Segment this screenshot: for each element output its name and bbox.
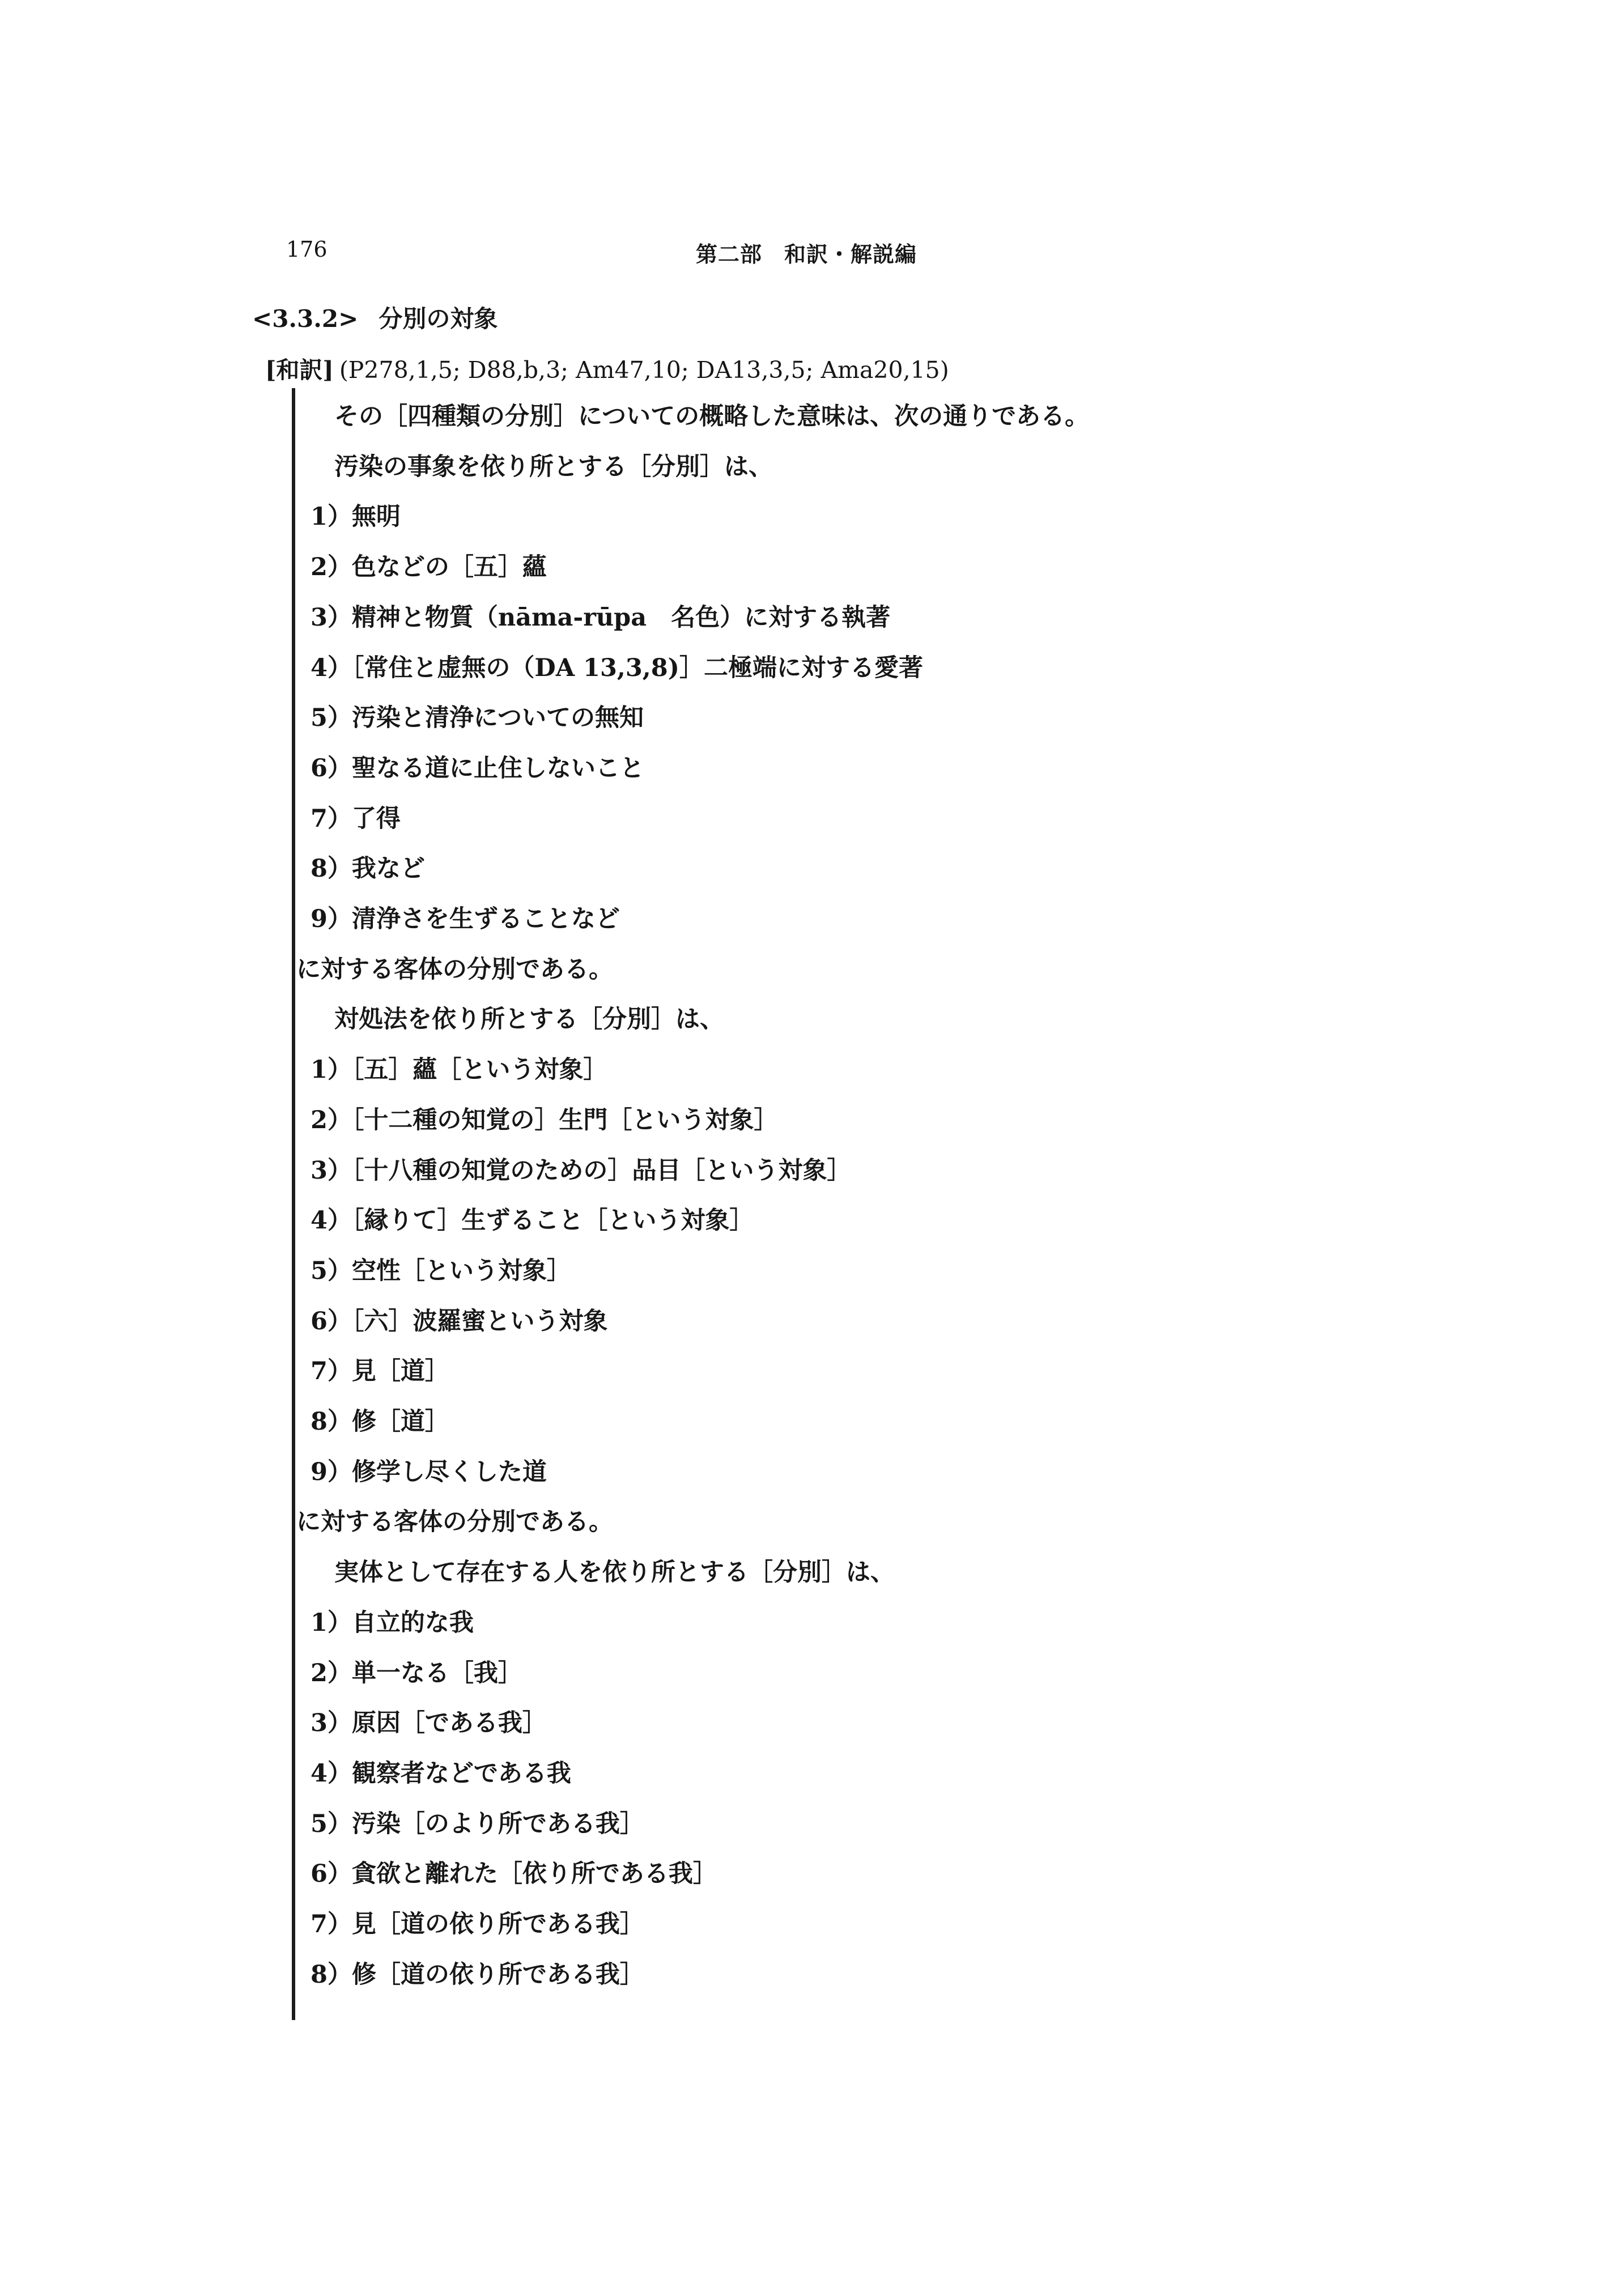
list-item: 1）無明 [311, 503, 401, 531]
list-item: 4）［縁りて］生ずること［という対象］ [311, 1206, 754, 1235]
section-title: 分別の対象 [379, 305, 498, 333]
list-item: 2）単一なる［我］ [311, 1659, 522, 1687]
list-item: 8）修［道の依り所である我］ [311, 1961, 644, 1989]
list-item: 5）空性［という対象］ [311, 1257, 571, 1285]
paragraph-line: 対処法を依り所とする［分別］は、 [334, 1005, 724, 1034]
list-item: 1）［五］蘊［という対象］ [311, 1056, 608, 1084]
list-item: 9）修学し尽くした道 [311, 1458, 547, 1486]
page-number: 176 [286, 237, 328, 262]
list-item: 7）見［道］ [311, 1357, 449, 1385]
paragraph-line: 実体として存在する人を依り所とする［分別］は、 [334, 1558, 895, 1587]
paragraph-line: 汚染の事象を依り所とする［分別］は、 [334, 453, 773, 481]
section-number: <3.3.2> [252, 305, 359, 333]
list-item: 4）［常住と虚無の（DA 13,3,8)］二極端に対する愛著 [311, 654, 924, 682]
list-item: 7）見［道の依り所である我］ [311, 1910, 644, 1938]
margin-bar [292, 388, 295, 2020]
list-item: 3）精神と物質（nāma-rūpa 名色）に対する執著 [311, 603, 891, 632]
closing-line: に対する客体の分別である。 [296, 1508, 613, 1536]
source-line [265, 351, 949, 385]
closing-line: に対する客体の分別である。 [296, 955, 613, 984]
list-item: 5）汚染と清浄についての無知 [311, 704, 644, 732]
list-item: 4）観察者などである我 [311, 1759, 571, 1788]
list-item: 7）了得 [311, 805, 401, 833]
source-references: (P278,1,5; D88,b,3; Am47,10; DA13,3,5; Ama20,15) [339, 356, 949, 384]
list-item: 6）聖なる道に止住しないこと [311, 754, 644, 783]
list-item: 2）色などの［五］蘊 [311, 553, 547, 581]
list-item: 8）我など [311, 854, 425, 883]
paragraph-line: その［四種類の分別］についての概略した意味は、次の通りである。 [334, 402, 1090, 431]
translation-tag: [和訳] [265, 356, 334, 384]
list-item: 5）汚染［のより所である我］ [311, 1810, 644, 1838]
list-item: 9）清浄さを生ずることなど [311, 905, 620, 933]
list-item: 8）修［道］ [311, 1408, 449, 1436]
list-item: 2）［十二種の知覚の］生門［という対象］ [311, 1106, 779, 1134]
list-item: 6）［六］波羅蜜という対象 [311, 1307, 608, 1336]
section-heading [252, 300, 498, 334]
list-item: 1）自立的な我 [311, 1609, 474, 1637]
list-item: 3）原因［である我］ [311, 1709, 547, 1737]
list-item: 6）貪欲と離れた［依り所である我］ [311, 1860, 717, 1888]
running-head: 第二部 和訳・解説編 [696, 241, 917, 267]
list-item: 3）［十八種の知覚のための］品目［という対象］ [311, 1156, 852, 1185]
